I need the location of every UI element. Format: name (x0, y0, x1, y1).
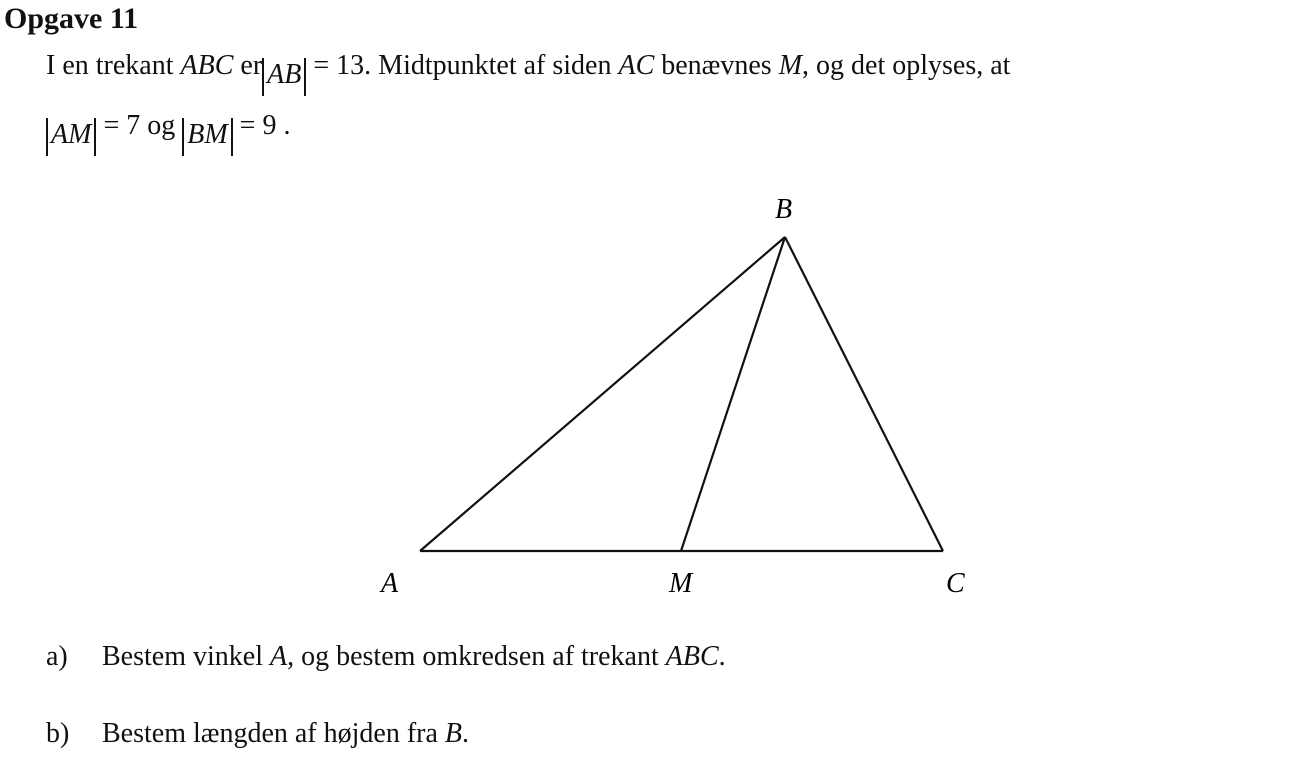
vertex-label-b: B (775, 194, 793, 225)
vertex-label-a: A (381, 568, 399, 599)
question-b-text: . (462, 718, 470, 749)
question-a-var: A (269, 641, 288, 672)
point-label-m: M (669, 568, 693, 599)
question-b-var: B (444, 718, 463, 749)
am-value: = 7 (96, 110, 141, 141)
ab-value: = 13 (306, 50, 365, 81)
intro-text: I en trekant (46, 50, 181, 81)
vertex-label-c: C (946, 568, 965, 599)
side-ab (420, 237, 785, 551)
question-b-label: b) (46, 718, 70, 749)
side-ac: AC (618, 50, 655, 81)
question-b-text: Bestem længden af højden fra (102, 718, 445, 749)
segment-am-abs: AM (46, 118, 96, 156)
intro-text: benævnes (654, 50, 779, 81)
median-bm (681, 237, 785, 551)
intro-text: . Midtpunktet af siden (364, 50, 619, 81)
side-bc (785, 237, 943, 551)
question-a-var: ABC (665, 641, 719, 672)
intro-text: er (233, 50, 263, 81)
midpoint-m: M (778, 50, 803, 81)
segment-ab-abs: AB (262, 58, 306, 96)
intro-text: . (276, 110, 291, 141)
exercise-title: Opgave 11 (4, 2, 139, 35)
question-a-label: a) (46, 641, 68, 672)
question-a (46, 641, 726, 673)
bm-value: = 9 (232, 110, 277, 141)
question-a-text: . (718, 641, 726, 672)
segment-bm-abs: BM (182, 118, 232, 156)
intro-text: og (140, 110, 183, 141)
question-a-text: Bestem vinkel (102, 641, 270, 672)
triangle-name: ABC (180, 50, 234, 81)
question-b (46, 718, 469, 750)
intro-text: , og det oplyses, at (802, 50, 1011, 81)
question-a-text: , og bestem omkredsen af trekant (287, 641, 666, 672)
